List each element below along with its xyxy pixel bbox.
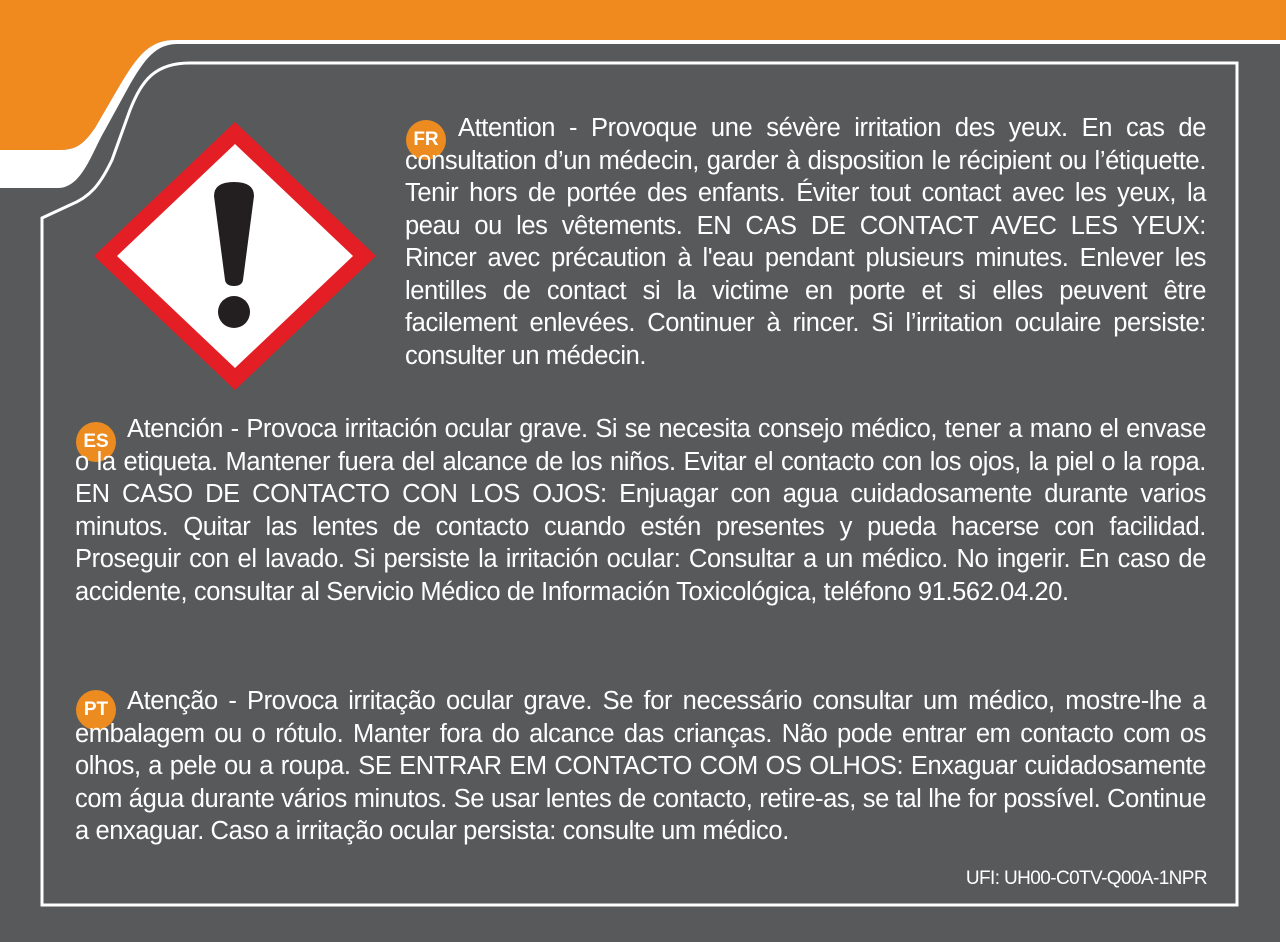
exclamation-mark-hazard-icon	[92, 120, 378, 392]
pt-warning-text: Atenção - Provoca irritação ocular grave. Se for necessário consultar um médico, mostre-lhe a embalagem ou o rótulo. Manter fora do alcance das crianças. Não pode entrar em contacto com os olhos, a pele ou a roupa. SE ENTRAR EM CONTACTO COM OS OLHOS: Enxaguar cuidadosamente com água durante vários minutos. Se usar lentes de contacto, retire-as, se tal lhe for possível. Continue a enxaguar. Caso a irritação ocular persista: consulte um médico.	[75, 687, 1206, 845]
fr-language-badge: FR	[406, 120, 446, 160]
right-edge	[1280, 40, 1286, 942]
ufi-code: UFI: UH00-C0TV-Q00A-1NPR	[965, 868, 1207, 889]
fr-warning-text: Attention - Provoque une sévère irritation des yeux. En cas de consultation d’un médecin, garder à disposition le récipient ou l’étiquette. Tenir hors de portée des enfants. Éviter tout contact avec les yeux, la peau ou les vêtements. EN CAS DE CONTACT AVEC LES YEUX: Rincer avec précaution à l'eau pendant plusieurs minutes. Enlever les lentilles de contact si la victime en porte et si elles peuvent être facilement enlevées. Continuer à rincer. Si l’irritation oculaire persiste: consulter un médecin.	[405, 114, 1206, 370]
pt-language-badge: PT	[76, 690, 116, 730]
es-language-badge: ES	[76, 422, 116, 462]
exclamation-dot	[218, 296, 250, 328]
es-warning-text: Atención - Provoca irritación ocular grave. Si se necesita consejo médico, tener a mano el envase o la etiqueta. Mantener fuera del alcance de los niños. Evitar el contacto con los ojos, la piel o la ropa. EN CASO DE CONTACTO CON LOS OJOS: Enjuagar con agua cuidadosamente durante varios minutos. Quitar las lentes de contacto cuando estén presentes y pueda hacerse con facilidad. Proseguir con el lavado. Si persiste la irritación ocular: Consultar a un médico. No ingerir. En caso de accidente, consultar al Servicio Médico de Información Toxicológica, teléfono 91.562.04.20.	[75, 415, 1206, 606]
